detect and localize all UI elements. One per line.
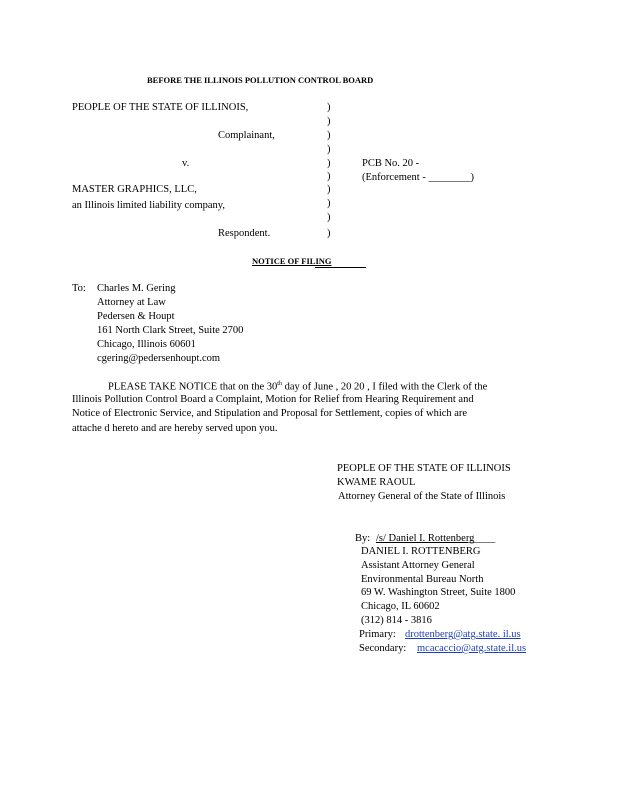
secondary-label: Secondary: xyxy=(359,643,407,654)
recipient-title: Attorney at Law xyxy=(97,297,166,308)
body-line-1 xyxy=(108,381,487,393)
plaintiff-name: PEOPLE OF THE STATE OF ILLINOIS, xyxy=(72,102,249,113)
body-line-1b-text: day of June , 20 20 , I filed with the Clerk of the xyxy=(281,381,488,393)
to-label: To: xyxy=(72,283,86,294)
defendant-name: MASTER GRAPHICS, LLC, xyxy=(72,184,197,195)
recipient-city: Chicago, Illinois 60601 xyxy=(97,339,196,350)
paren: ) xyxy=(327,212,331,223)
signer-bureau: Environmental Bureau North xyxy=(361,574,484,585)
defendant-description: an Illinois limited liability company, xyxy=(72,200,226,211)
paren: ) xyxy=(327,102,331,113)
paren: ) xyxy=(327,116,331,127)
signer-phone: (312) 814 - 3816 xyxy=(361,615,432,626)
primary-email-link[interactable]: drottenberg@atg.state. il.us xyxy=(405,629,521,640)
signer-title: Assistant Attorney General xyxy=(361,560,475,571)
enforcement-label: (Enforcement - ________) xyxy=(362,172,474,183)
primary-label: Primary: xyxy=(359,629,396,640)
pcb-case-number: PCB No. 20 - xyxy=(362,158,420,169)
signer-city: Chicago, IL 60602 xyxy=(361,601,440,612)
by-label: By: xyxy=(355,533,371,544)
paren: ) xyxy=(327,228,331,239)
body-line-4: attache d hereto and are hereby served upon you. xyxy=(72,423,278,434)
signer-street: 69 W. Washington Street, Suite 1800 xyxy=(361,587,516,598)
title-underline xyxy=(315,267,366,268)
recipient-street: 161 North Clark Street, Suite 2700 xyxy=(97,325,244,336)
signature-blank: _____ xyxy=(469,533,496,544)
attorney-general-title: Attorney General of the State of Illinois xyxy=(338,491,506,502)
body-line-1-text: PLEASE TAKE NOTICE that on the 30 xyxy=(108,381,278,393)
attorney-general-name: KWAME RAOUL xyxy=(337,477,416,488)
recipient-name: Charles M. Gering xyxy=(97,283,176,294)
paren: ) xyxy=(327,158,331,169)
paren: ) xyxy=(327,198,331,209)
signer-name: DANIEL I. ROTTENBERG xyxy=(361,546,481,557)
body-line-2: Illinois Pollution Control Board a Complaint, Motion for Relief from Hearing Requirement and xyxy=(72,394,474,405)
versus-label: v. xyxy=(182,158,190,169)
complainant-label: Complainant, xyxy=(218,130,275,141)
recipient-email: cgering@pedersenhoupt.com xyxy=(97,353,221,364)
paren: ) xyxy=(327,171,331,182)
paren: ) xyxy=(327,184,331,195)
body-line-3: Notice of Electronic Service, and Stipulation and Proposal for Settlement, copies of which are xyxy=(72,408,468,419)
board-heading: BEFORE THE ILLINOIS POLLUTION CONTROL BOARD xyxy=(147,75,374,85)
date-superscript: th xyxy=(277,381,282,387)
recipient-firm: Pedersen & Houpt xyxy=(97,311,175,322)
respondent-label: Respondent. xyxy=(218,228,271,239)
paren: ) xyxy=(327,130,331,141)
paren: ) xyxy=(327,144,331,155)
electronic-signature: /s/ Daniel I. Rottenberg xyxy=(376,533,475,544)
secondary-email-link[interactable]: mcacaccio@atg.state.il.us xyxy=(417,643,527,654)
signature-org: PEOPLE OF THE STATE OF ILLINOIS xyxy=(337,463,511,474)
notice-title: NOTICE OF FILING xyxy=(252,256,332,266)
